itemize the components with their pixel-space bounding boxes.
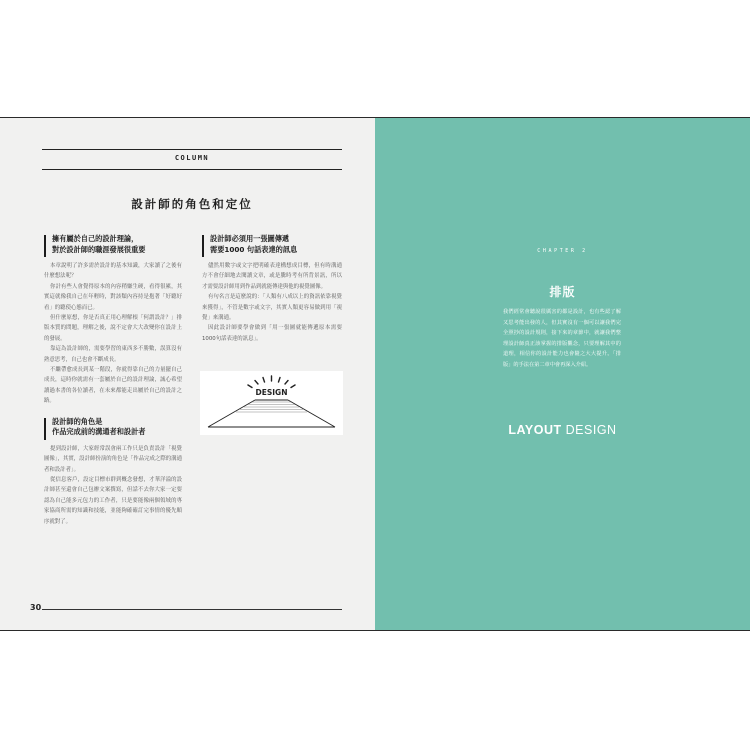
english-title-light: DESIGN [565, 423, 617, 437]
section-heading: 擁有屬於自己的設計理論， 對於設計師的職涯發展很重要 [44, 234, 182, 255]
chapter-label: CHAPTER 2 [537, 248, 588, 254]
design-word: DESIGN [255, 388, 288, 397]
section-heading: 設計師的角色是 作品完成前的溝通者和設計者 [44, 417, 182, 438]
footer-rule [42, 609, 342, 610]
column-bottom-rule [42, 169, 342, 170]
chapter-title: 排版 [549, 285, 576, 299]
paragraph: 儘然用數字或文字把明確表達構想成目標，但有時溝通方不會仔細地去閱讀文章，或是騰時考有所背景訊，所以才需要設計師用到作品到就能傳達與他的視覺圖像。 [202, 263, 342, 290]
book-spread [0, 117, 750, 631]
design-stage-graphic [200, 371, 343, 435]
design-illustration [200, 371, 343, 435]
paragraph: 有句名言是這麼說的：「人類有八成以上的資訊依靠視覺來獲得」，不管是數字或文字，其實人類更容易做到用「視覺」來溝通。 [202, 294, 342, 322]
paragraph: 你計有些人會覺得原本的內容稍嫌生硬，看得很累，其實這就像我自己在年輕時，對該類內容持是抱著「好聽好看」的聽使心態而已。 [44, 283, 182, 311]
chapter-description: 我們經常會聽說很厲害的都是設計，也有些認了解又思考能出發的人，但其實沒有一個可以讓我們完全照抄的設計規則，接下來的章節中，就讓我們整理設計師真正該掌握的排版觀念，只要理解其中的道理，相信你的設計能力也會隨之大大提升。「排版」的手法在第二章中會再深入介紹。 [503, 309, 621, 368]
page-number: 30 [30, 603, 42, 612]
page-title: 設計師的角色和定位 [131, 197, 253, 211]
paragraph: 靠這為設計師的，需要學習的東西多不勝數，誤算沒有熟意思考，自己也會不斷成長。 [44, 346, 182, 363]
paragraph: 提到設計師，大家經常誤會兩工作只是負責設計「視覺圖像」，其實，設計師扮演的角色是「作品完成之際的溝通者和設計者」。 [44, 445, 182, 473]
paragraph: 本章說明了許多需於設計的基本知識，大家讀了之後有什麼想法呢？ [44, 263, 182, 280]
paragraph: 但什麼原想，你是否真正用心理解根「何謂設計？」排版本質的問題，理解之後，說不定會大大改變你在設計上的發展。 [44, 315, 182, 342]
english-title-bold: LAYOUT [508, 423, 562, 437]
paragraph: 不繼帶愈成長到某一階段，你就得靠自己的力量擺自己成長，這時你就需有一套屬於自己的設計理論，誠心希望讀過本書的各位讀者，在未來都能走出屬於自己的設計之路。 [44, 367, 182, 405]
left-page [0, 117, 375, 631]
section-heading: 設計師必須用一張圖傳遞 需要1000 句話表達的訊息 [202, 234, 342, 255]
paragraph: 從信息客戶，設定目標市群到概念發想，才華洋溢的設計師甚至還會自己包辦文案撰寫，但話不去你大家一定要認為自己能多元包力的工作者，只是要能像兩個領域的專家協商所需的知識和技能，並能夠確確訂完事情的優先順序就對了。 [44, 476, 182, 525]
right-text-column [202, 234, 342, 344]
right-page [375, 117, 750, 631]
column-top-rule [42, 149, 342, 150]
column-label: COLUMN [174, 154, 210, 162]
paragraph: 因此設計師要學會做到「用一張圖就能傳遞原本需要1000句話表達的訊息」。 [202, 325, 342, 342]
left-text-column [44, 234, 182, 527]
chapter-english-title [375, 423, 750, 437]
